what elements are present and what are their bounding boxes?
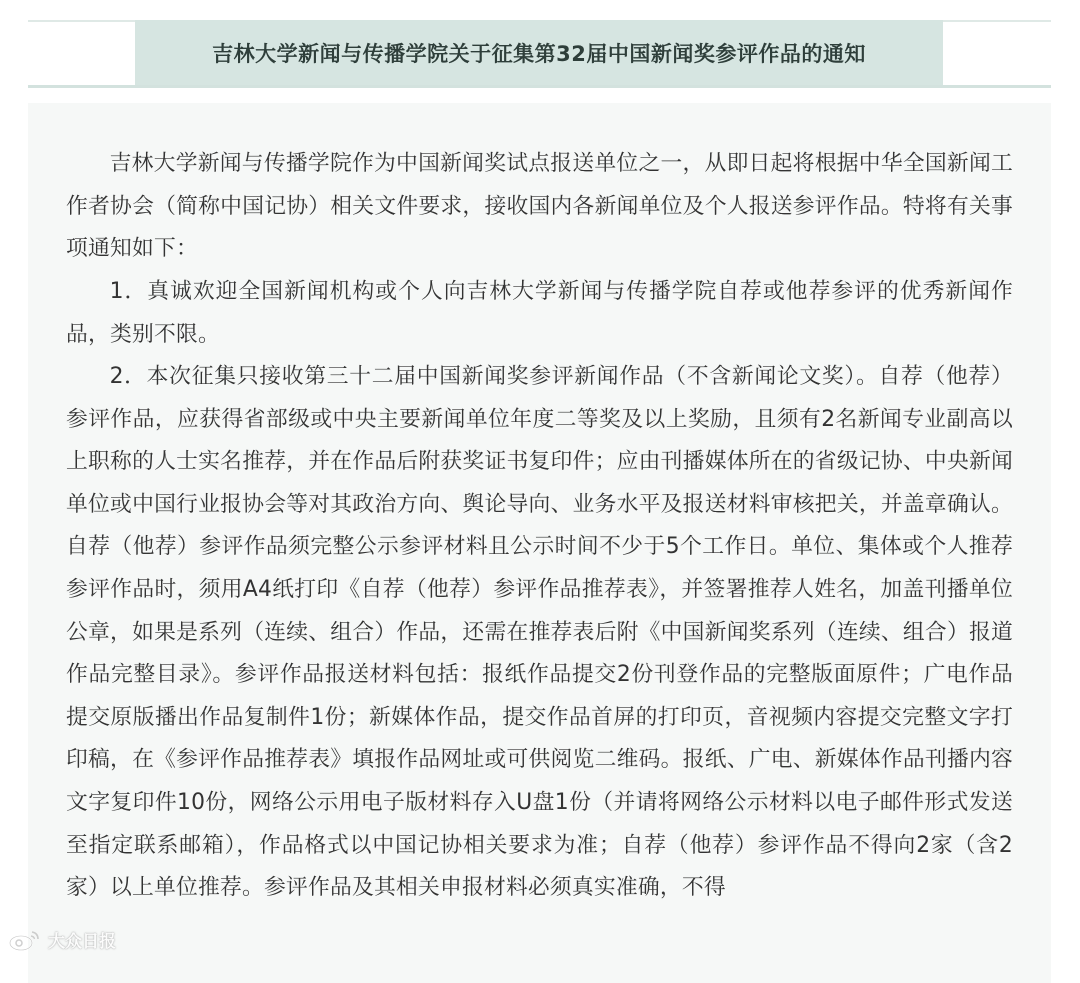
paragraph-item-2: 2．本次征集只接收第三十二届中国新闻奖参评新闻作品（不含新闻论文奖）。自荐（他荐）参评作品，应获得省部级或中央主要新闻单位年度二等奖及以上奖励，且须有2名新闻专业副高以上职称的人士实名推荐，并在作品后附获奖证书复印件；应由刊播媒体所在的省级记协、中央新闻单位或中国行业报协会等对其政治方向、舆论导向、业务水平及报送材料审核把关，并盖章确认。自荐（他荐）参评作品须完整公示参评材料且公示时间不少于5个工作日。单位、集体或个人推荐参评作品时，须用A4纸打印《自荐（他荐）参评作品推荐表》，并签署推荐人姓名，加盖刊播单位公章，如果是系列（连续、组合）作品，还需在推荐表后附《中国新闻奖系列（连续、组合）报道作品完整目录》。参评作品报送材料包括：报纸作品提交2份刊登作品的完整版面原件；广电作品提交原版播出作品复制件1份；新媒体作品，提交作品首屏的打印页，音视频内容提交完整文字打印稿，在《参评作品推荐表》填报作品网址或可供阅览二维码。报纸、广电、新媒体作品刊播内容文字复印件10份，网络公示用电子版材料存入U盘1份（并请将网络公示材料以电子邮件形式发送至指定联系邮箱），作品格式以中国记协相关要求为准；自荐（他荐）参评作品不得向2家（含2家）以上单位推荐。参评作品及其相关申报材料必须真实准确，不得 (66, 364, 1013, 901)
title-bottom-rule (28, 85, 1051, 88)
title-banner (135, 20, 943, 86)
watermark-text: 大众日报 (48, 932, 116, 952)
weibo-logo-icon (8, 928, 42, 952)
article-body (28, 103, 1051, 983)
paragraph-item-1: 1．真诚欢迎全国新闻机构或个人向吉林大学新闻与传播学院自荐或他荐参评的优秀新闻作品，类别不限。 (66, 279, 1013, 347)
page-title: 吉林大学新闻与传播学院关于征集第32届中国新闻奖参评作品的通知 (212, 42, 866, 66)
watermark (8, 927, 116, 952)
paragraph-intro: 吉林大学新闻与传播学院作为中国新闻奖试点报送单位之一，从即日起将根据中华全国新闻工作者协会（简称中国记协）相关文件要求，接收国内各新闻单位及个人报送参评作品。特将有关事项通知如下： (66, 151, 1013, 262)
